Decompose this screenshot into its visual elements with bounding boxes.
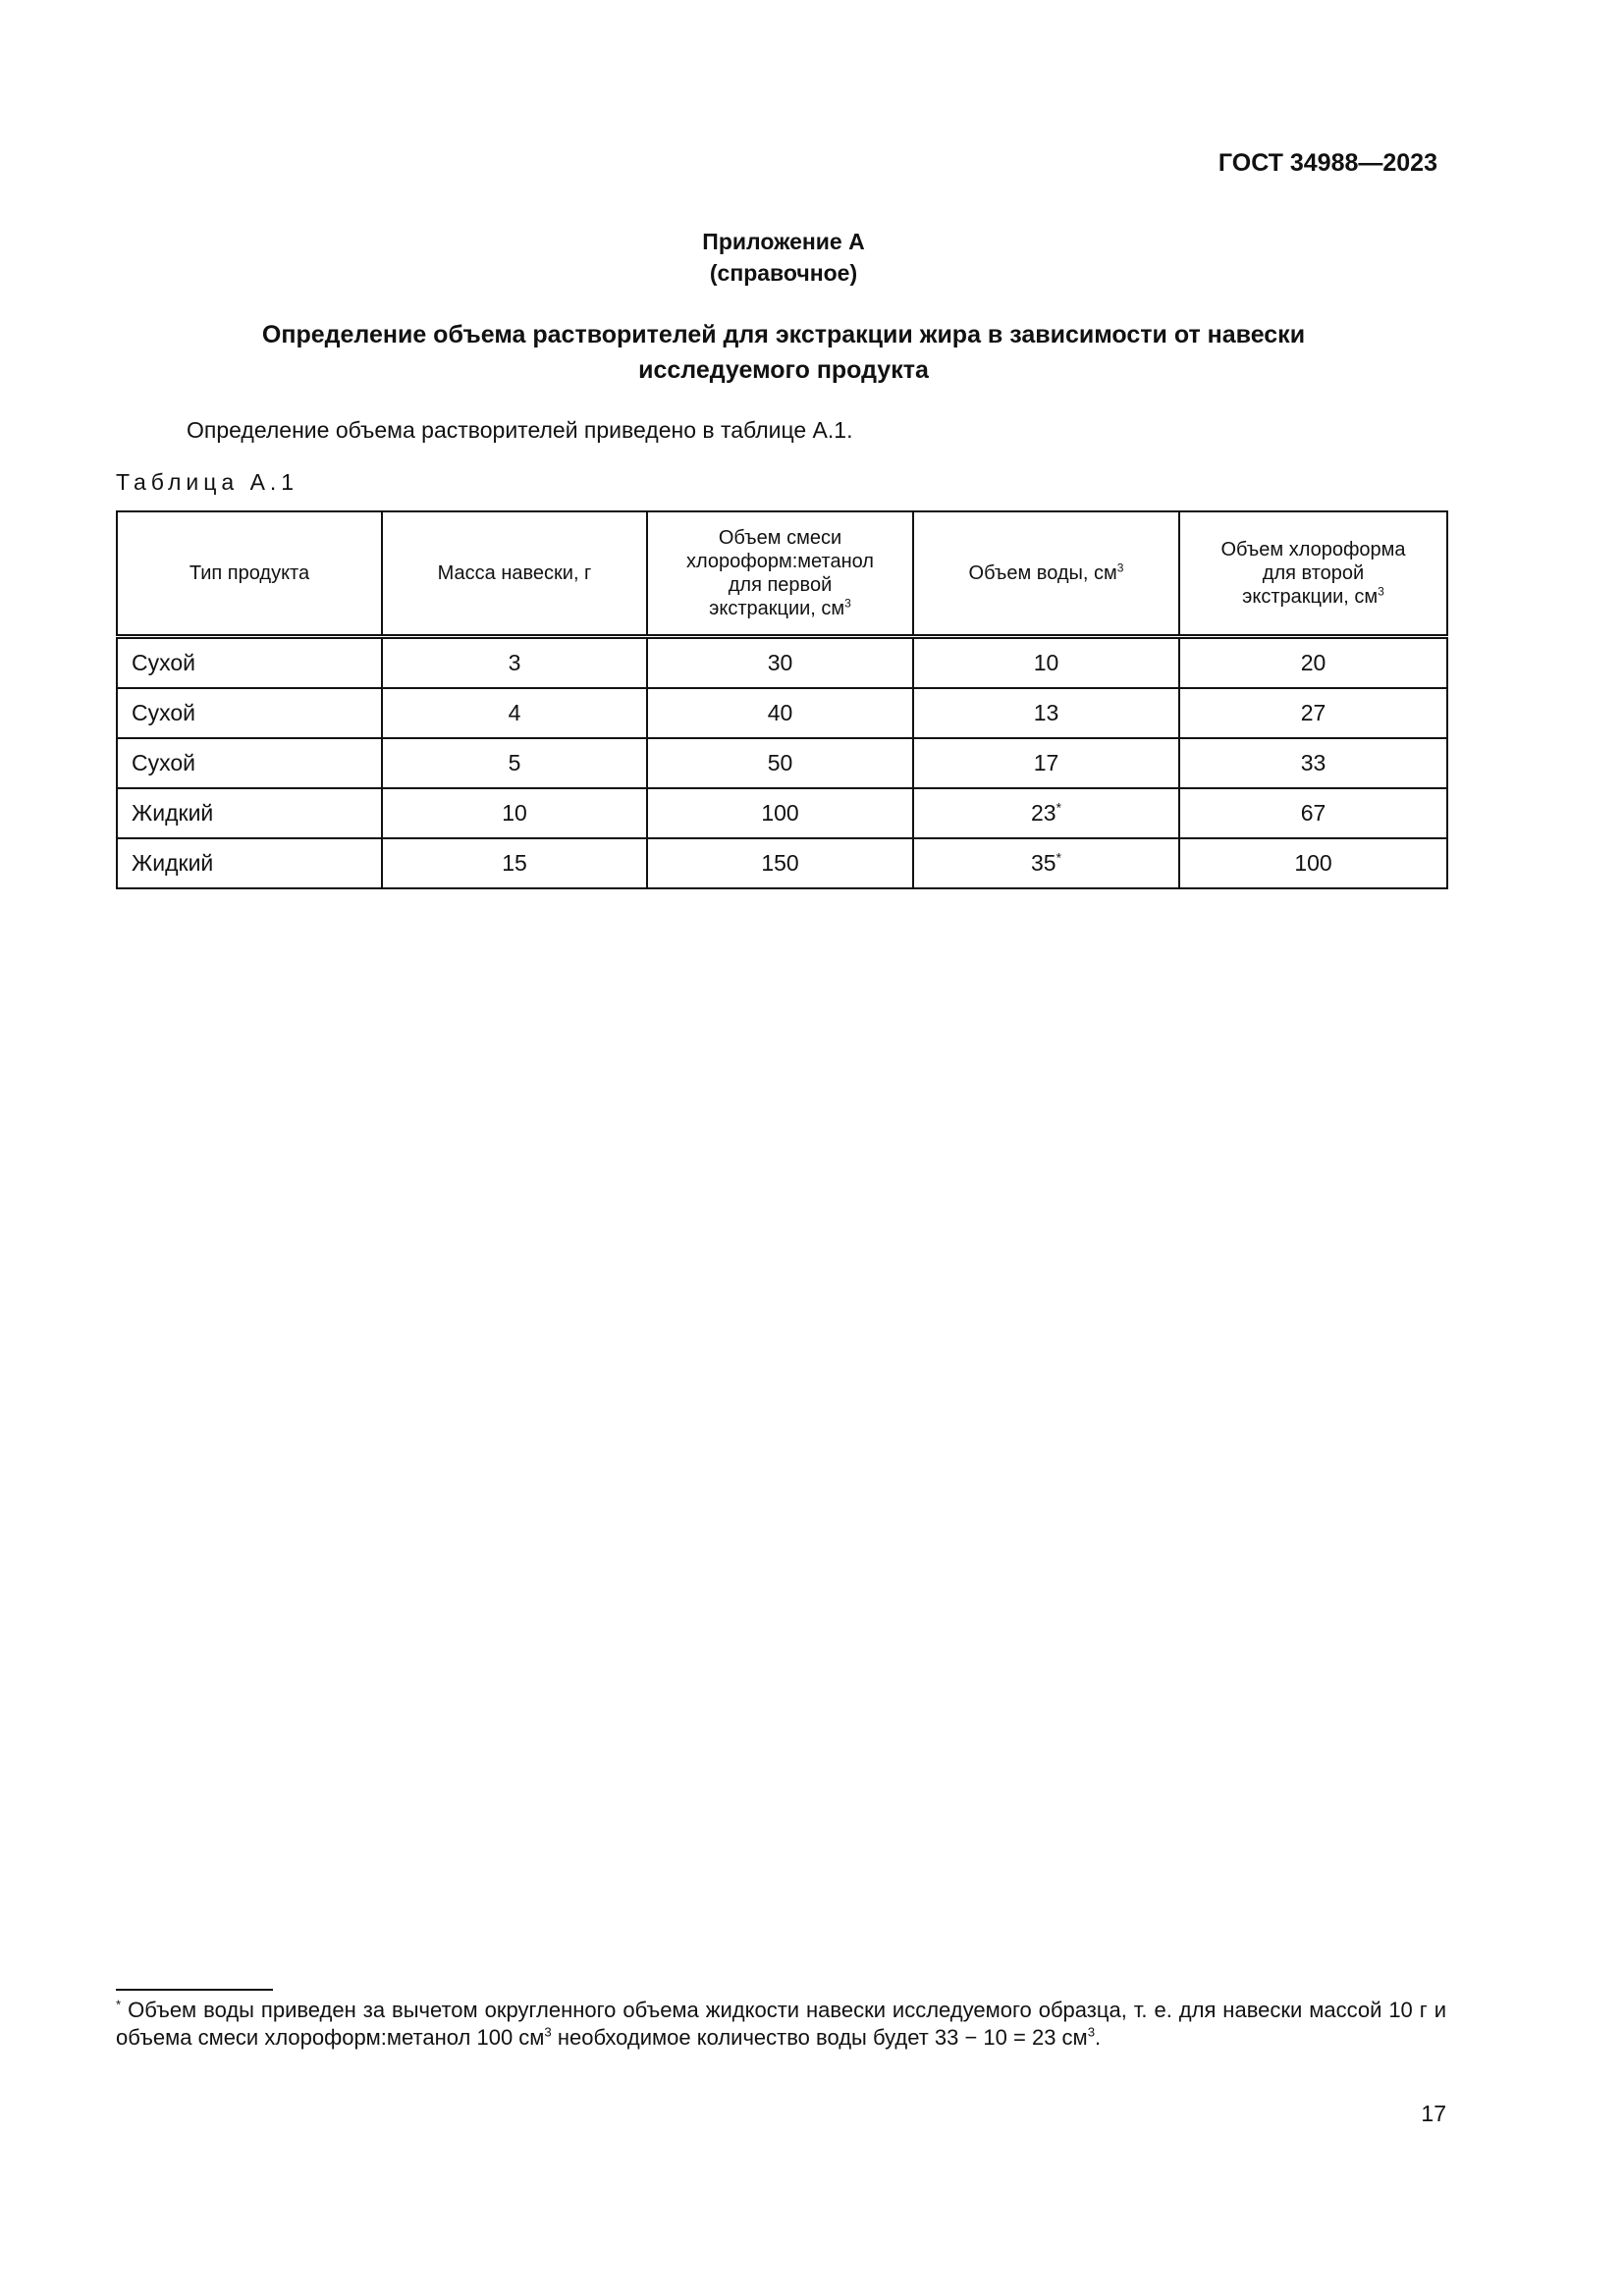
cell-product-type-value: Жидкий — [132, 800, 214, 826]
cell-water-volume — [913, 637, 1179, 689]
header-line: Объем воды, см — [968, 562, 1117, 584]
cell-sample-mass-value: 5 — [508, 750, 521, 775]
cell-product-type — [117, 838, 382, 888]
header-sample-mass — [382, 511, 647, 637]
document-code: ГОСТ 34988—2023 — [1218, 149, 1437, 177]
table-header-row — [117, 511, 1447, 637]
header-chloroform-volume — [1179, 511, 1447, 637]
header-superscript: 3 — [1378, 584, 1384, 599]
cell-product-type — [117, 637, 382, 689]
cell-water-volume-value: 13 — [1033, 700, 1059, 725]
cell-water-volume — [913, 688, 1179, 738]
cell-product-type — [117, 738, 382, 788]
cell-sample-mass-value: 15 — [502, 850, 527, 876]
cell-water-volume — [913, 738, 1179, 788]
appendix-subtitle: (справочное) — [709, 260, 858, 286]
appendix-title: Приложение А — [702, 229, 865, 254]
header-line: экстракции, см — [709, 598, 845, 619]
cell-mixture-volume-value: 150 — [761, 850, 799, 876]
cell-product-type-value: Жидкий — [132, 850, 214, 876]
cell-mixture-volume — [647, 838, 913, 888]
cell-mixture-volume-value: 30 — [767, 650, 793, 675]
cell-mixture-volume — [647, 788, 913, 838]
cell-product-type-value: Сухой — [132, 750, 195, 775]
cell-chloroform-volume-value: 33 — [1300, 750, 1326, 775]
cell-water-volume-value: 23 — [1031, 800, 1056, 826]
cell-sample-mass — [382, 688, 647, 738]
cell-water-volume-value: 17 — [1033, 750, 1059, 775]
section-title-line-2: исследуемого продукта — [638, 356, 929, 384]
footnote-text-3: . — [1095, 2025, 1102, 2050]
header-line: Масса навески, г — [437, 562, 592, 584]
table-caption: Таблица А.1 — [116, 469, 299, 495]
cell-sample-mass-value: 4 — [508, 700, 521, 725]
header-line: для второй — [1262, 562, 1365, 584]
cell-sample-mass — [382, 637, 647, 689]
header-line: для первой — [728, 574, 833, 596]
footnote-sup-1: 3 — [544, 2024, 552, 2040]
cell-sample-mass — [382, 788, 647, 838]
header-line: хлороформ:метанол — [686, 551, 874, 572]
table-row — [117, 838, 1447, 888]
header-line: Тип продукта — [189, 562, 310, 584]
cell-product-type — [117, 788, 382, 838]
cell-sample-mass — [382, 738, 647, 788]
footnote-text-2: необходимое количество воды будет 33 − 10 = 23 см — [551, 2025, 1088, 2050]
cell-sample-mass-value: 3 — [508, 650, 521, 675]
footnote-reference-mark: * — [1056, 850, 1061, 866]
table-row — [117, 688, 1447, 738]
cell-water-volume — [913, 788, 1179, 838]
cell-product-type-value: Сухой — [132, 650, 195, 675]
cell-water-volume — [913, 838, 1179, 888]
footnote-text-1: Объем воды приведен за вычетом округленного объема жидкости навески исследуемого образца, т. е. для навески массой 10 г и объема смеси хлороформ:метанол 100 см — [116, 1998, 1446, 2050]
cell-chloroform-volume-value: 100 — [1294, 850, 1332, 876]
cell-product-type-value: Сухой — [132, 700, 195, 725]
cell-mixture-volume — [647, 688, 913, 738]
footnote-sup-2: 3 — [1087, 2024, 1096, 2040]
header-product-type — [117, 511, 382, 637]
footnote-separator — [116, 1989, 273, 1991]
footnote-reference-mark: * — [1056, 800, 1061, 816]
cell-chloroform-volume-value: 67 — [1300, 800, 1326, 826]
table-row — [117, 788, 1447, 838]
solvent-volume-table — [116, 510, 1448, 889]
footnote-mark: * — [116, 1997, 122, 2012]
section-title-line-1: Определение объема растворителей для экстракции жира в зависимости от навески — [261, 321, 1306, 348]
header-line: Объем смеси — [718, 527, 842, 549]
cell-chloroform-volume — [1179, 688, 1447, 738]
section-title — [0, 317, 1567, 388]
header-superscript: 3 — [844, 596, 851, 611]
header-water-volume — [913, 511, 1179, 637]
table-row — [117, 637, 1447, 689]
footnote — [116, 1997, 1446, 2052]
header-mixture-volume — [647, 511, 913, 637]
cell-chloroform-volume — [1179, 838, 1447, 888]
cell-chloroform-volume — [1179, 637, 1447, 689]
header-line: экстракции, см — [1242, 586, 1379, 608]
cell-mixture-volume-value: 40 — [767, 700, 793, 725]
cell-chloroform-volume-value: 27 — [1300, 700, 1326, 725]
cell-chloroform-volume — [1179, 788, 1447, 838]
cell-mixture-volume-value: 100 — [761, 800, 799, 826]
cell-sample-mass-value: 10 — [502, 800, 527, 826]
cell-water-volume-value: 10 — [1033, 650, 1059, 675]
cell-mixture-volume-value: 50 — [767, 750, 793, 775]
cell-product-type — [117, 688, 382, 738]
cell-chloroform-volume-value: 20 — [1300, 650, 1326, 675]
header-superscript: 3 — [1116, 561, 1124, 575]
cell-mixture-volume — [647, 738, 913, 788]
cell-chloroform-volume — [1179, 738, 1447, 788]
cell-water-volume-value: 35 — [1031, 850, 1056, 876]
table-row — [117, 738, 1447, 788]
header-line: Объем хлороформа — [1220, 539, 1406, 561]
cell-mixture-volume — [647, 637, 913, 689]
intro-paragraph: Определение объема растворителей приведено в таблице А.1. — [187, 417, 853, 443]
page-number: 17 — [1421, 2101, 1446, 2126]
cell-sample-mass — [382, 838, 647, 888]
appendix-heading — [0, 226, 1567, 289]
